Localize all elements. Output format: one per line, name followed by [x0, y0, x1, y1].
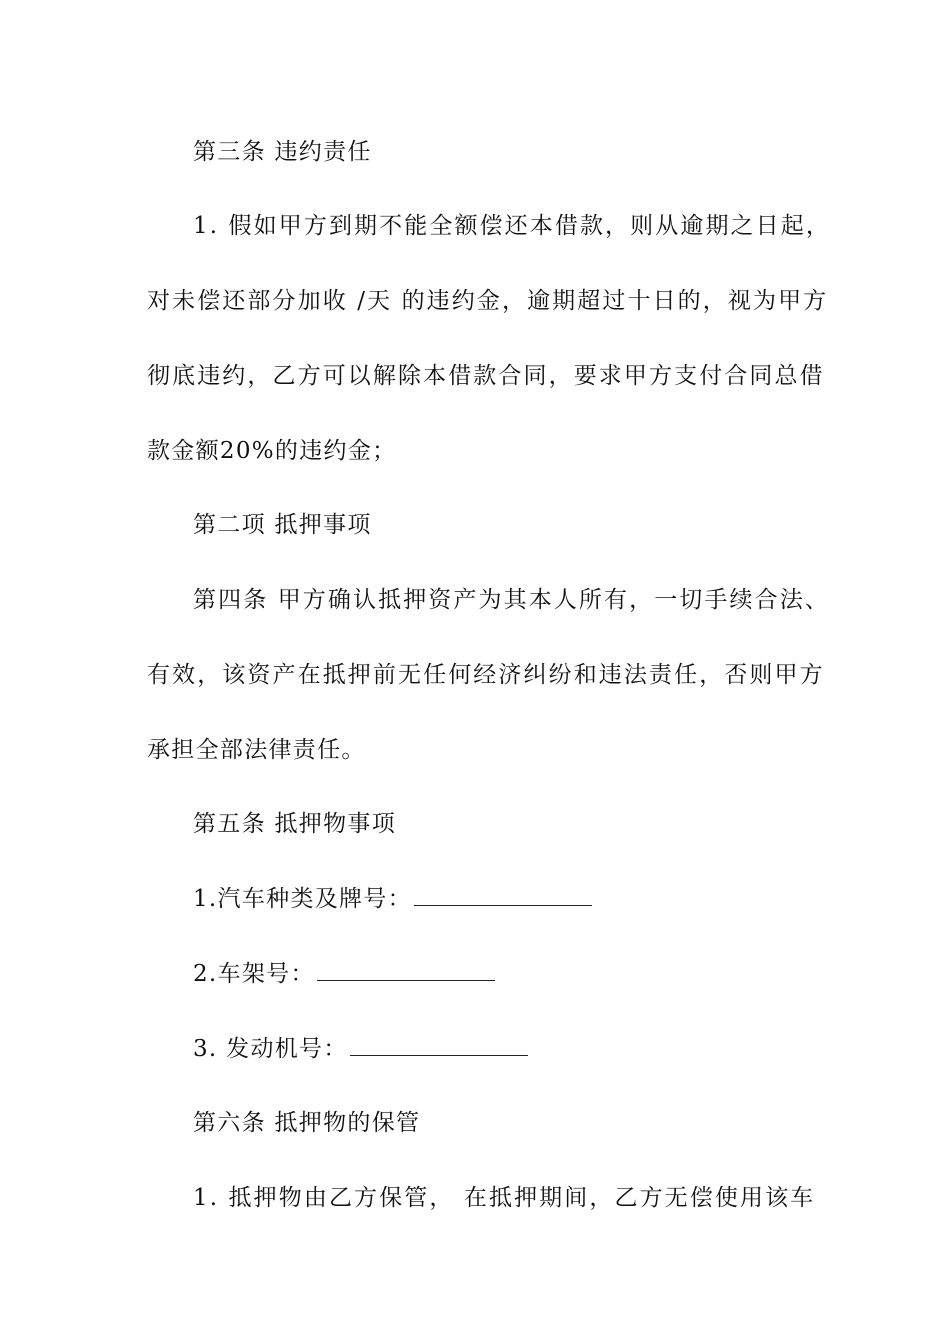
- vehicle-type-line: [193, 884, 853, 914]
- paragraph-line: 1. 假如甲方到期不能全额偿还本借款，则从逾期之日起，: [193, 213, 831, 239]
- vehicle-type-label: 1.汽车种类及牌号：: [193, 886, 412, 912]
- article-3-heading: 第三条 违约责任: [193, 139, 372, 165]
- paragraph-line: 款金额20%的违约金；: [147, 438, 397, 464]
- frame-number-blank[interactable]: [317, 962, 495, 981]
- paragraph-line: 有效，该资产在抵押前无任何经济纠纷和违法责任，否则甲方: [147, 662, 825, 688]
- paragraph-line: 1. 抵押物由乙方保管， 在抵押期间，乙方无偿使用该车: [193, 1185, 816, 1211]
- frame-number-line: [193, 959, 853, 989]
- paragraph-line: 承担全部法律责任。: [147, 737, 366, 763]
- paragraph-line: 彻底违约，乙方可以解除本借款合同，要求甲方支付合同总借: [147, 363, 825, 389]
- paragraph-line: 第四条 甲方确认抵押资产为其本人所有，一切手续合法、: [193, 587, 830, 613]
- vehicle-type-blank[interactable]: [414, 887, 592, 906]
- engine-number-blank[interactable]: [350, 1037, 528, 1056]
- article-6-heading: 第六条 抵押物的保管: [193, 1110, 421, 1136]
- article-5-heading: 第五条 抵押物事项: [193, 811, 397, 837]
- section-2-heading: 第二项 抵押事项: [193, 512, 372, 538]
- frame-number-label: 2.车架号：: [193, 961, 315, 987]
- engine-number-label: 3. 发动机号：: [193, 1036, 348, 1062]
- engine-number-line: [193, 1034, 853, 1064]
- paragraph-line: 对未偿还部分加收 /天 的违约金，逾期超过十日的，视为甲方: [147, 288, 829, 314]
